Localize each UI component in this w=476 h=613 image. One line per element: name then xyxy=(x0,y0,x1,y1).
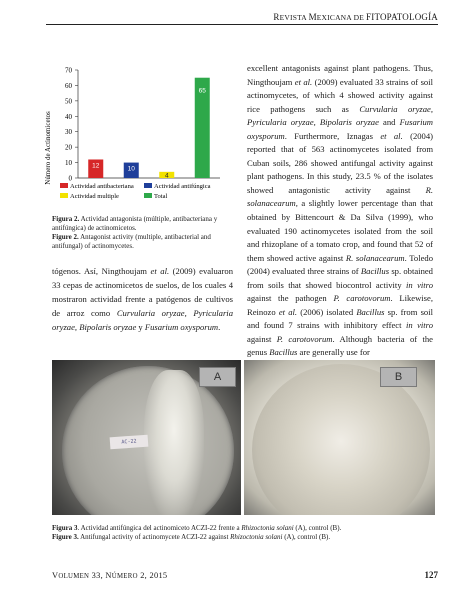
text-span: . Likewise, Reinozo xyxy=(247,293,433,317)
figure2-caption xyxy=(52,215,232,251)
text-italic: Fusarium oxysporum xyxy=(247,117,433,141)
header-part-mid: EXICANA DE xyxy=(316,13,367,22)
text-span: (2006) isolated xyxy=(297,306,357,317)
text-span: (A), control (B). xyxy=(293,524,342,532)
text-italic: Rhizoctonia solani xyxy=(230,532,283,541)
text-span: against xyxy=(247,333,277,344)
figure3-label-es: Figura 3 xyxy=(52,524,78,532)
text-span: (2009) evaluated 33 strains of soil actinomycetes, of which 4 showed activity against rice pathogens such as xyxy=(247,76,433,114)
text-italic: Rhizoctonia solani xyxy=(241,524,294,532)
figure2-label-en: Figure 2. xyxy=(52,233,79,242)
legend-swatch xyxy=(144,193,152,198)
bar-value-label: 4 xyxy=(164,172,169,180)
text-span: . Although bacteria of the genus xyxy=(247,333,433,358)
text-italic: Fusarium oxysporum xyxy=(144,322,219,333)
text-span: against the pathogen xyxy=(247,293,334,304)
y-tick-label: 10 xyxy=(65,159,72,168)
text-italic: in vitro xyxy=(406,279,433,290)
photo-badge-a: A xyxy=(199,367,236,387)
figure2-text-es: Actividad antagonista (múltiple, antibacteriana y antifúngica) de actinomicetos. xyxy=(52,215,218,232)
legend-label: Actividad antibacteriana xyxy=(70,183,134,190)
y-tick-label: 70 xyxy=(65,66,72,75)
y-axis-label: Número de Actinomicetos xyxy=(44,111,52,185)
text-span: y xyxy=(136,322,145,333)
figure3-photos xyxy=(52,360,435,515)
text-span: sp. from soil and found 7 strains with inhibitory effect xyxy=(247,306,433,331)
bar-chart xyxy=(40,58,240,213)
bar-value-label: 10 xyxy=(127,165,135,173)
header-last: FITOPATOLOGÍA xyxy=(366,12,438,22)
legend-swatch xyxy=(60,193,68,198)
text-span: Antifungal activity of actinomycete ACZI-22 against xyxy=(78,532,231,541)
page-number: 127 xyxy=(424,570,438,580)
bar-value-label: 65 xyxy=(198,87,206,95)
legend-label: Total xyxy=(154,193,168,200)
journal-header xyxy=(273,12,438,22)
colony-growth xyxy=(144,370,204,515)
text-italic: et al. xyxy=(380,130,403,141)
text-italic: Bacillus xyxy=(360,266,390,277)
text-span: tógenos. Así, Ningthoujam xyxy=(52,266,151,276)
y-tick-label: 20 xyxy=(65,143,72,152)
text-span: are generally use for xyxy=(297,347,370,358)
y-tick-label: 50 xyxy=(65,97,72,106)
footer-part: V xyxy=(52,571,59,580)
footer-volume xyxy=(52,571,167,580)
text-span: . Furthermore, Iznagas xyxy=(284,130,381,141)
photo-b xyxy=(244,360,435,515)
left-column-text xyxy=(52,264,233,334)
photo-badge-b: B xyxy=(380,367,417,387)
text-span: . xyxy=(218,322,221,333)
text-span: . Actividad antifúngica del actinomiceto ACZI-22 frente a xyxy=(77,524,242,532)
dish-label-strip: AC-22 xyxy=(110,435,149,450)
footer-part: 33, xyxy=(89,571,106,580)
text-italic: P. carotovorum xyxy=(333,293,391,304)
figure3-caption xyxy=(52,524,442,542)
figure2-text-en: Antagonist activity (multiple, antibacterial and antifungal) of actinomycetes. xyxy=(52,233,211,250)
footer-part: N xyxy=(105,571,112,580)
header-rule xyxy=(46,24,438,25)
text-italic: in vitro xyxy=(405,320,433,331)
text-span: . Toledo (2004) evaluated three strains of xyxy=(247,252,433,277)
y-tick-label: 30 xyxy=(65,128,72,137)
text-span: (2009) evaluaron 33 cepas de actinomicetos de suelos, de los cuales 4 mostraron actividad frente a patógenos de cultivos de arroz como xyxy=(52,266,234,319)
legend-label: Actividad multiple xyxy=(70,193,119,200)
text-italic: R. solanacearum xyxy=(345,252,405,263)
y-tick-label: 60 xyxy=(65,81,72,90)
figure2-label-es: Figura 2. xyxy=(52,215,80,223)
text-italic: Bacillus xyxy=(356,306,385,317)
y-tick-label: 40 xyxy=(65,112,72,121)
text-italic: Curvularia oryzae, Pyricularia oryzae, Bipolaris oryzae xyxy=(247,103,434,128)
text-span: , a slightly lower percentage than that obtained by Bittencourt & Da Silva (1999), who evaluated 190 actinomycetes isolated from the soil and rhizoplane of a tomato crop, and found that 52 of them showed active against xyxy=(247,198,433,263)
text-span: excellent antagonists against plant pathogens. Thus, Ningthoujam xyxy=(247,63,433,87)
text-italic: Bacillus xyxy=(269,347,298,358)
text-italic: P. carotovorum xyxy=(276,333,333,344)
right-column-text xyxy=(247,62,433,360)
text-span: (2004) reported that of 563 actinomycetes isolated from Cuban soils, 286 showed antifungal activity against plant pathogens. In this study, 23.5 % of the isolates showed antagonistic activity against xyxy=(247,130,433,195)
photo-a xyxy=(52,360,241,515)
text-italic: et al. xyxy=(150,266,170,276)
text-span: and xyxy=(378,117,400,128)
text-span: sp. obtained from soils that showed biocontrol activity xyxy=(247,266,433,290)
bar-value-label: 12 xyxy=(92,162,100,170)
legend-label: Actividad antifúngica xyxy=(154,183,211,190)
legend-swatch xyxy=(144,183,152,188)
header-part: EVISTA xyxy=(279,13,309,22)
header-initial: R xyxy=(273,12,280,22)
y-tick-label: 0 xyxy=(68,174,72,183)
text-italic: Curvularia oryzae, Pyricularia oryzae, Bipolaris oryzae xyxy=(52,308,233,333)
figure3-label-en: Figure 3. xyxy=(52,532,79,541)
header-initial-m: M xyxy=(308,12,317,22)
text-span: (A), control (B). xyxy=(282,532,331,541)
text-italic: R. solanacearum xyxy=(247,184,433,209)
footer-part: 2, 2015 xyxy=(137,571,168,580)
text-italic: et al. xyxy=(278,306,298,317)
text-italic: et al. xyxy=(294,76,313,87)
footer-part: ÚMERO xyxy=(111,573,138,580)
footer-part: OLUMEN xyxy=(58,573,90,580)
legend-swatch xyxy=(60,183,68,188)
